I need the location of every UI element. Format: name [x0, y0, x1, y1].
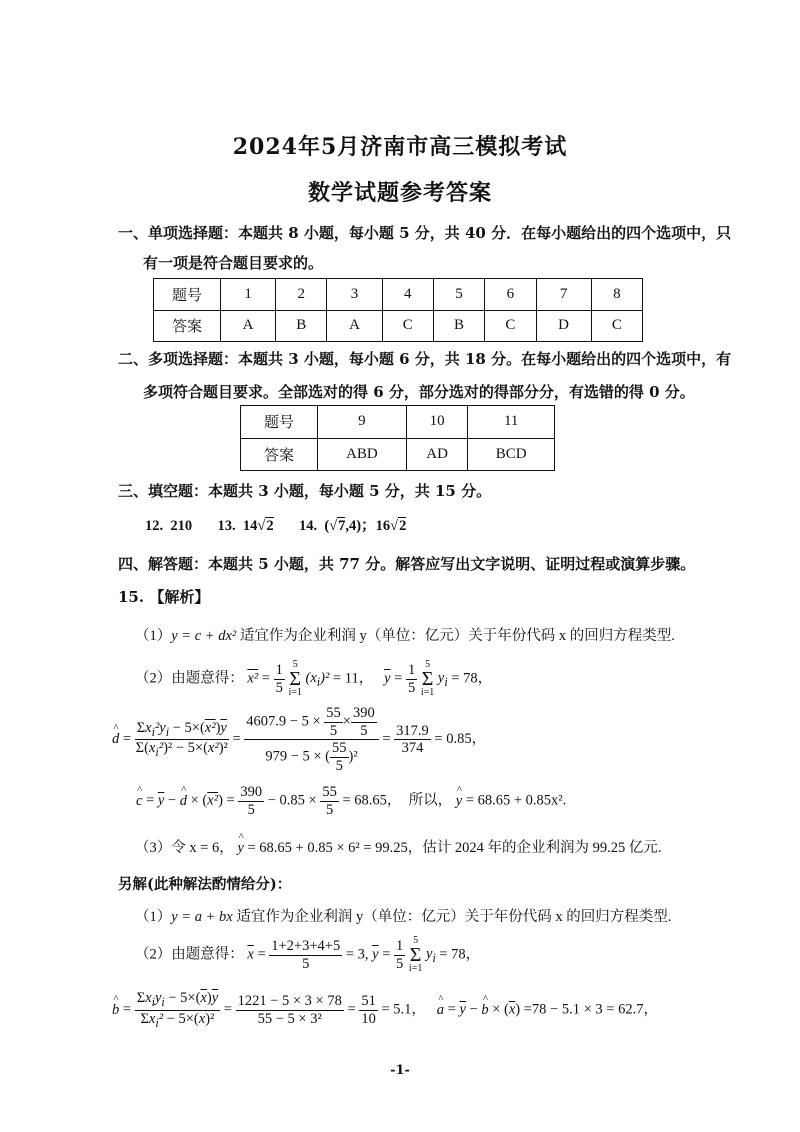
fraction: $\frac{1}{5}$	[396, 937, 404, 972]
summation: 5 Σ i=1	[420, 659, 435, 698]
fraction: $\frac{\Sigma x_iy_i - 5\times(\overline{x})\overline{y}}{\Sigma x_i^2 - 5\times(\overline{x})^2}$	[136, 990, 219, 1030]
table-header-cell: 答案	[241, 438, 318, 471]
answer-cell: C	[382, 310, 433, 342]
answer-cell: B	[433, 310, 484, 342]
section4-heading: 四、解答题：本题共 5 小题，共 77 分。解答应写出文字说明、证明过程或演算步骤。	[118, 555, 696, 573]
part-text: 适宜作为企业利润 y（单位：亿元）关于年份代码 x 的回归方程类型.	[236, 628, 675, 644]
q12-answer: 210	[170, 518, 193, 534]
answer-cell: C	[485, 310, 536, 342]
answer-cell: D	[536, 310, 591, 342]
answer-cell: B	[276, 310, 327, 342]
sum-term: $y_i$	[437, 670, 448, 690]
section1-heading: 一、单项选择题：本题共 8 小题，每小题 5 分，共 40 分．在每小题给出的四个选项中，只	[118, 224, 732, 242]
a-hat-symbol: ^ a	[437, 1002, 444, 1019]
summation: 5 Σ i=1	[288, 659, 302, 698]
q15-label: 15. 【解析】	[118, 588, 210, 606]
page-subtitle: 数学试题参考答案	[307, 180, 492, 206]
q14-radicand-a: 7	[338, 518, 346, 534]
summation: 5 Σ i=1	[408, 935, 423, 974]
part-prefix: （1）	[135, 628, 172, 644]
regression-equation: = 68.65 + 0.85x².	[465, 792, 567, 809]
q15-part2-means: （2）由题意得： x² = $\frac{1}{5}$ 5 Σ i=1 $(x_i)^2 = 11$， $\overline{y}$ = $\frac{1}{5}$ 5 Σ i=1 $y_i = 78$，	[135, 659, 493, 698]
question-number-cell: 5	[433, 279, 484, 311]
question-number-cell: 4	[382, 279, 433, 311]
answer-cell: C	[591, 310, 642, 342]
table-row	[154, 310, 643, 342]
section3-heading: 三、填空题：本题共 3 小题，每小题 5 分，共 15 分。	[118, 482, 492, 500]
fraction: 4607.9 − 5 × $\frac{55}{5}$ × $\frac{390}{5}$ 979 − 5 × ( $\frac{55}{5}$ )²	[244, 705, 378, 775]
fraction: $\frac{1}{5}$	[275, 661, 283, 696]
sqrt-symbol: √	[390, 518, 399, 534]
question-number-cell: 2	[276, 279, 327, 311]
fraction: $\frac{55}{5}$	[322, 784, 337, 818]
c-hat-result: = 68.65， 所以，	[342, 792, 453, 809]
table-row	[241, 406, 555, 439]
fraction: $\frac{390}{5}$	[240, 784, 263, 818]
section2-heading: 二、多项选择题：本题共 3 小题，每小题 6 分，共 18 分。在每小题给出的四个选项中，有	[118, 350, 732, 368]
q13-answer: 14	[242, 518, 258, 534]
question-number-cell: 9	[318, 406, 407, 439]
fill-in-answers	[145, 514, 406, 535]
page-number: -1-	[390, 1063, 410, 1078]
table-row	[154, 279, 643, 311]
b-hat-equation: ^ b = $\frac{\Sigma x_iy_i - 5\times(\overline{x})\overline{y}}{\Sigma x_i^2 - 5\times(\overline{x})^2}$ = $\frac{1221 - 5 \times 3 \times 78}{\text{55 − 5 × 3²}}$ = $\frac{51}{10}$ = 5.1， ^ $a = \overline{y}$ − ^ $b \times (\overline{x}) =78 - 5.1 \times 3 = 62.7$，	[112, 990, 658, 1031]
d-hat-symbol: ^ d	[112, 731, 119, 748]
table-row	[241, 438, 555, 471]
answer-cell: BCD	[468, 438, 555, 471]
sqrt-symbol: √	[329, 518, 338, 534]
question-number-cell: 3	[327, 279, 382, 311]
c-hat-symbol: ^ c	[136, 793, 142, 810]
page-title: 2024年5月济南市高三模拟考试	[232, 134, 568, 160]
q13-label: 13.	[217, 518, 236, 534]
section2-heading-cont: 多项符合题目要求。全部选对的得 6 分，部分选对的得部分分，有选错的得 0 分。	[143, 383, 695, 401]
question-number-cell: 11	[468, 406, 555, 439]
q14-answer-prefix: (	[324, 518, 330, 534]
table-header-cell: 题号	[154, 279, 221, 311]
question-number-cell: 7	[536, 279, 591, 311]
mean-y-value: = 78，	[451, 670, 493, 687]
q14-answer-mid: ,4)；16	[345, 518, 391, 534]
mean-x-squared-value: = 11，	[332, 670, 374, 687]
question-number-cell: 10	[406, 406, 468, 439]
fraction: $\frac{\Sigma x_i^2y_i - 5\times(x^2)\overline{y}}{\Sigma(x_i^2)^2 - 5\times(x^2)^2}$	[135, 719, 228, 760]
sqrt-symbol: √	[257, 518, 266, 534]
d-hat-equation: ^ d = $\frac{\Sigma x_i^2y_i - 5\times(x^2)\overline{y}}{\Sigma(x_i^2)^2 - 5\times(x^2)^2}$ = 4607.9 − 5 × $\frac{55}{5}$ × $\frac{390}{5}$ 979 − 5 × ( $\frac{55}{5}$ )² = $\frac{317.9}{374}$ = 0.85，	[112, 705, 486, 775]
fraction: $\frac{1221 - 5 \times 3 \times 78}{\text{55 − 5 × 3²}}$	[237, 993, 342, 1027]
mean-y-symbol: $\overline{y}$	[384, 670, 391, 687]
mean-x-squared-symbol: x²	[247, 670, 259, 687]
section1-answer-table	[153, 278, 643, 342]
fraction: $\frac{317.9}{374}$	[396, 722, 429, 757]
alt-part1: （1）y = a + bx 适宜作为企业利润 y（单位：亿元）关于年份代码 x 的回归方程类型.	[135, 909, 672, 925]
section1-heading-cont: 有一项是符合题目要求的。	[143, 254, 324, 272]
section2-answer-table	[240, 405, 555, 471]
b-hat-symbol: ^ b	[112, 1002, 119, 1019]
question-number-cell: 6	[485, 279, 536, 311]
q14-radicand-b: 2	[399, 518, 407, 534]
answer-cell: AD	[406, 438, 468, 471]
answer-cell: ABD	[318, 438, 407, 471]
alt-part2-means: （2）由题意得： $\overline{x}$ = $\frac{1+2+3+4+5}{5}$ = 3, $\overline{y}$ = $\frac{1}{5}$ 5 Σ i=1 $y_i = 78$，	[135, 935, 481, 974]
table-header-cell: 题号	[241, 406, 318, 439]
c-hat-equation: ^ $c = \overline{y}$ − ^ d × (x²) = $\frac{390}{5}$ − 0.85 × $\frac{55}{5}$ = 68.65， 所以， ^ y = 68.65 + 0.85x².	[136, 784, 566, 818]
q14-label: 14.	[298, 518, 318, 534]
q13-radicand: 2	[266, 518, 274, 534]
d-hat-result: = 0.85，	[434, 731, 487, 748]
table-header-cell: 答案	[154, 310, 221, 342]
question-number-cell: 1	[221, 279, 276, 311]
q12-label: 12.	[145, 518, 164, 534]
answer-cell: A	[327, 310, 382, 342]
q15-part3: （3）令 x = 6， ^ y = 68.65 + 0.85 × 6² = 99.25，估计 2024 年的企业利润为 99.25 亿元.	[135, 836, 662, 857]
q15-part1	[135, 624, 675, 645]
part-prefix: （2）由题意得：	[135, 670, 244, 687]
answer-cell: A	[221, 310, 276, 342]
fraction: $\frac{1}{5}$	[407, 661, 416, 696]
fraction: $\frac{51}{10}$	[361, 993, 376, 1027]
alt-solution-heading: 另解(此种解法酌情给分)：	[118, 876, 292, 893]
model-formula: y = a + bx	[171, 909, 233, 925]
model-formula: y = c + dx²	[171, 628, 237, 644]
fraction: $\frac{1+2+3+4+5}{5}$	[271, 937, 341, 972]
sum-term: $(x_i)^2$	[305, 670, 330, 690]
question-number-cell: 8	[591, 279, 642, 311]
